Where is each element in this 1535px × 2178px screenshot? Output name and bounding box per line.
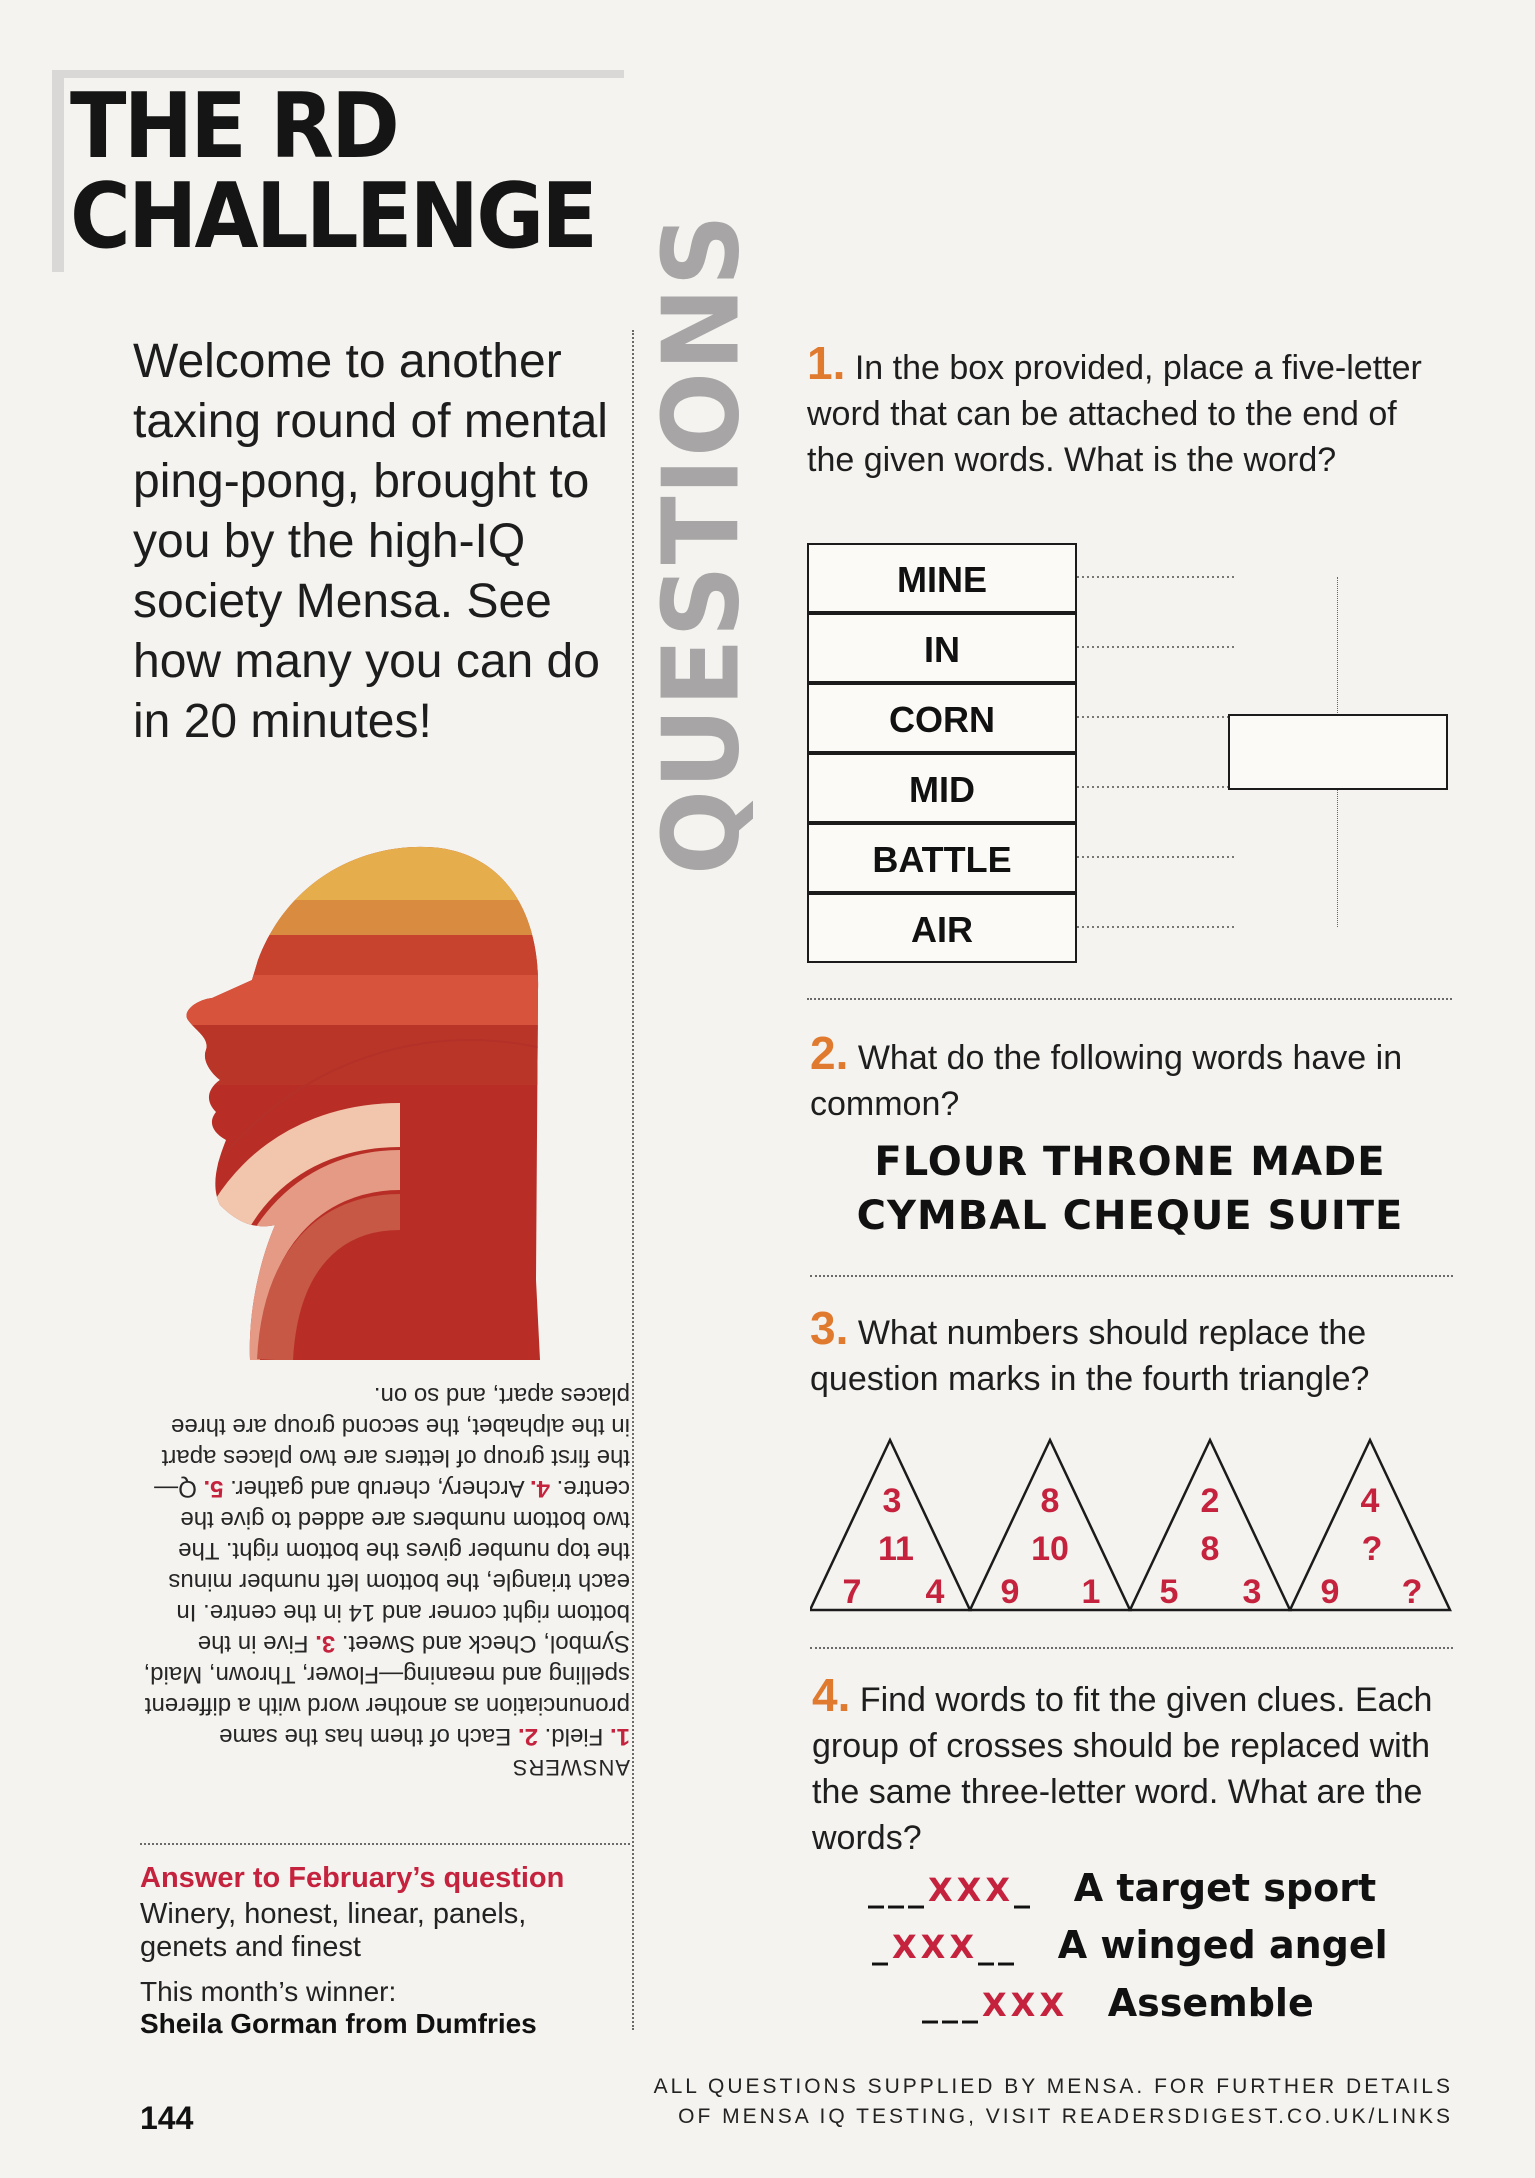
winner-name: Sheila Gorman from Dumfries <box>140 2008 537 2039</box>
word-box: IN <box>807 613 1077 683</box>
number-triangles <box>810 1435 1455 1615</box>
triangle-right-number: 3 <box>1242 1573 1262 1611</box>
question-number: 4. <box>812 1669 851 1721</box>
february-answer: Winery, honest, linear, panels, genets and finest <box>140 1898 527 1963</box>
triangle-top-number: 4 <box>1360 1482 1380 1520</box>
clue-blanks: _ <box>872 1928 892 1966</box>
questions-section-label: QUESTIONS <box>640 213 763 875</box>
triangle-right-number: 4 <box>925 1573 945 1611</box>
clue-row <box>872 1923 1388 1967</box>
february-answer-label: Answer to February’s question <box>140 1862 565 1894</box>
homophone-line-1: FLOUR THRONE MADE <box>874 1139 1386 1185</box>
triangle-right-number: ? <box>1401 1573 1423 1611</box>
homophone-words <box>810 1135 1450 1243</box>
triangle-left-number: 7 <box>842 1573 862 1611</box>
clue-blanks: ___ <box>868 1871 928 1909</box>
triangle-center-number: 10 <box>1031 1530 1069 1568</box>
question-2 <box>810 1027 1450 1127</box>
triangle <box>1290 1440 1450 1610</box>
question-number: 1. <box>807 337 846 389</box>
winner-label: This month’s winner: <box>140 1976 397 2007</box>
answer-number: 4. <box>529 1475 550 1502</box>
triangle-center-number: 11 <box>878 1530 914 1568</box>
clue-text: A target sport <box>1073 1866 1377 1910</box>
answers-body <box>140 1380 630 1752</box>
question-divider <box>810 1647 1453 1649</box>
answers-upside-down <box>140 1380 630 1783</box>
triangle <box>970 1440 1130 1610</box>
triangle-center-number: 8 <box>1200 1530 1220 1568</box>
column-divider <box>632 330 634 2030</box>
homophone-line-2: CYMBAL CHEQUE SUITE <box>856 1193 1404 1239</box>
question-1 <box>807 337 1447 483</box>
answer-text: Each of them has the same pronunciation as another word with a different spelling and meaning—Flower, Thrown, Maid, Symbol, Check and Sweet. <box>143 1630 630 1750</box>
word-box: MID <box>807 753 1077 823</box>
answer-text: Archery, cherub and gather. <box>230 1475 530 1502</box>
word-box: AIR <box>807 893 1077 963</box>
question-4 <box>812 1669 1452 1861</box>
question-3 <box>810 1302 1450 1402</box>
triangle <box>1130 1440 1290 1610</box>
footer-line-1: ALL QUESTIONS SUPPLIED BY MENSA. FOR FURTHER DETAILS <box>653 2075 1453 2098</box>
clue-crosses: XXX <box>982 1986 1069 2024</box>
answer-input-box[interactable] <box>1228 714 1448 790</box>
question-divider <box>810 1275 1453 1277</box>
question-text: What do the following words have in common? <box>810 1039 1403 1123</box>
clue-crosses: XXX <box>928 1871 1015 1909</box>
answer-text: Q—the first group of letters are two places apart in the alphabet, the second group are three places apart, and so on. <box>154 1382 630 1502</box>
question-number: 2. <box>810 1027 849 1079</box>
triangle-right-number: 1 <box>1081 1573 1101 1611</box>
clue-blanks: _ <box>1014 1871 1035 1909</box>
answer-number: 1. <box>609 1723 630 1750</box>
clue-blanks: ___ <box>922 1986 982 2024</box>
word-box: CORN <box>807 683 1077 753</box>
answer-number: 3. <box>315 1630 336 1657</box>
triangle-left-number: 9 <box>1000 1573 1020 1611</box>
clue-blanks: __ <box>978 1928 1019 1966</box>
connector-vertical <box>1077 543 1237 943</box>
clue-crosses: XXX <box>892 1928 979 1966</box>
triangle-top-number: 8 <box>1040 1482 1060 1520</box>
clue-row <box>868 1866 1376 1910</box>
triangle-center-number: ? <box>1361 1530 1383 1568</box>
word-box: BATTLE <box>807 823 1077 893</box>
intro-text: Welcome to another taxing round of mental ping-pong, brought to you by the high-IQ society Mensa. See how many you can do in 20 minutes! <box>133 335 608 748</box>
footer-line-2: OF MENSA IQ TESTING, VISIT READERSDIGEST.CO.UK/LINKS <box>678 2105 1453 2128</box>
triangle-top-number: 3 <box>882 1482 902 1520</box>
question-number: 3. <box>810 1302 849 1354</box>
triangle <box>810 1440 970 1610</box>
title-line-2: CHALLENGE <box>70 164 596 269</box>
clue-text: A winged angel <box>1057 1923 1388 1967</box>
answers-divider <box>140 1843 630 1845</box>
question-divider <box>807 998 1452 1000</box>
answer-number: 5. <box>203 1475 224 1502</box>
page-number: 144 <box>140 2100 194 2136</box>
page-title <box>70 74 596 269</box>
clue-row <box>922 1981 1314 2025</box>
head-illustration <box>140 840 560 1360</box>
triangle-left-number: 5 <box>1159 1573 1179 1611</box>
question-text: What numbers should replace the question marks in the fourth triangle? <box>810 1314 1370 1398</box>
answer-number: 2. <box>517 1723 538 1750</box>
answers-heading: ANSWERS <box>511 1755 630 1780</box>
answer-text: Five in the bottom right corner and 14 in the centre. In each triangle, the bottom left number minus the top number gives the bottom right. The two bottom numbers are added to give the centre. <box>168 1475 630 1657</box>
question-text: Find words to fit the given clues. Each group of crosses should be replaced with the same three-letter word. What are the words? <box>812 1681 1433 1857</box>
triangle-top-number: 2 <box>1200 1482 1220 1520</box>
title-line-1: THE RD <box>70 74 398 179</box>
answer-text: Field. <box>544 1723 610 1750</box>
clue-text: Assemble <box>1107 1981 1314 2025</box>
footer-credit <box>560 2072 1453 2132</box>
triangle-left-number: 9 <box>1320 1573 1340 1611</box>
word-box: MINE <box>807 543 1077 613</box>
question-text: In the box provided, place a five-letter word that can be attached to the end of the given words. What is the word? <box>807 349 1422 479</box>
